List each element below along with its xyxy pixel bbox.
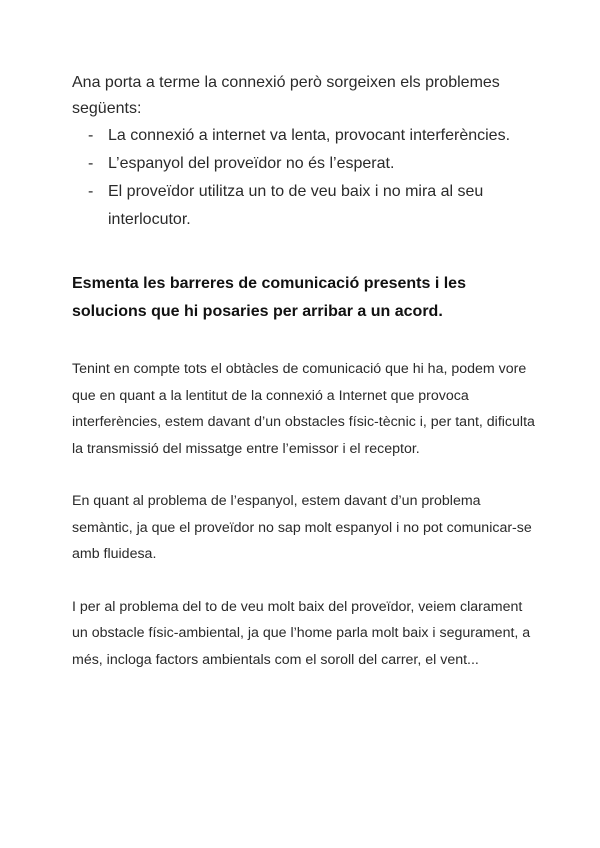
list-item-text: La connexió a internet va lenta, provocant interferències. — [108, 127, 511, 144]
bullet-marker: - — [88, 183, 94, 200]
problem-list — [72, 122, 540, 234]
intro-section — [72, 70, 540, 234]
list-item — [72, 150, 540, 178]
list-item — [72, 122, 540, 150]
bullet-marker: - — [88, 155, 94, 172]
list-item-text: El proveïdor utilitza un to de veu baix i no mira al seu interlocutor. — [108, 183, 484, 228]
list-item-text: L’espanyol del proveïdor no és l’esperat. — [108, 155, 395, 172]
answer-paragraph: En quant al problema de l’espanyol, estem davant d’un problema semàntic, ja que el proveïdor no sap molt espanyol i no pot comunicar-se amb fluidesa. — [72, 493, 532, 562]
bullet-marker: - — [88, 127, 94, 144]
intro-text: Ana porta a terme la connexió però sorgeixen els problemes següents: — [72, 74, 500, 117]
list-item — [72, 178, 540, 234]
question-heading: Esmenta les barreres de comunicació presents i les solucions que hi posaries per arribar a un acord. — [72, 275, 466, 320]
answer-paragraph: I per al problema del to de veu molt baix del proveïdor, veiem clarament un obstacle físic-ambiental, ja que l’home parla molt baix i segurament, a més, incloga factors ambientals com el soroll del carrer, el vent... — [72, 598, 531, 668]
answer-paragraph: Tenint en compte tots el obtàcles de comunicació que hi ha, podem vore que en quant a la lentitut de la connexió a Internet que provoca interferències, estem davant d’un obstacles físic-tècnic i, per tant, dificulta la transmissió del missatge entre l’emissor i el receptor. — [72, 361, 535, 457]
